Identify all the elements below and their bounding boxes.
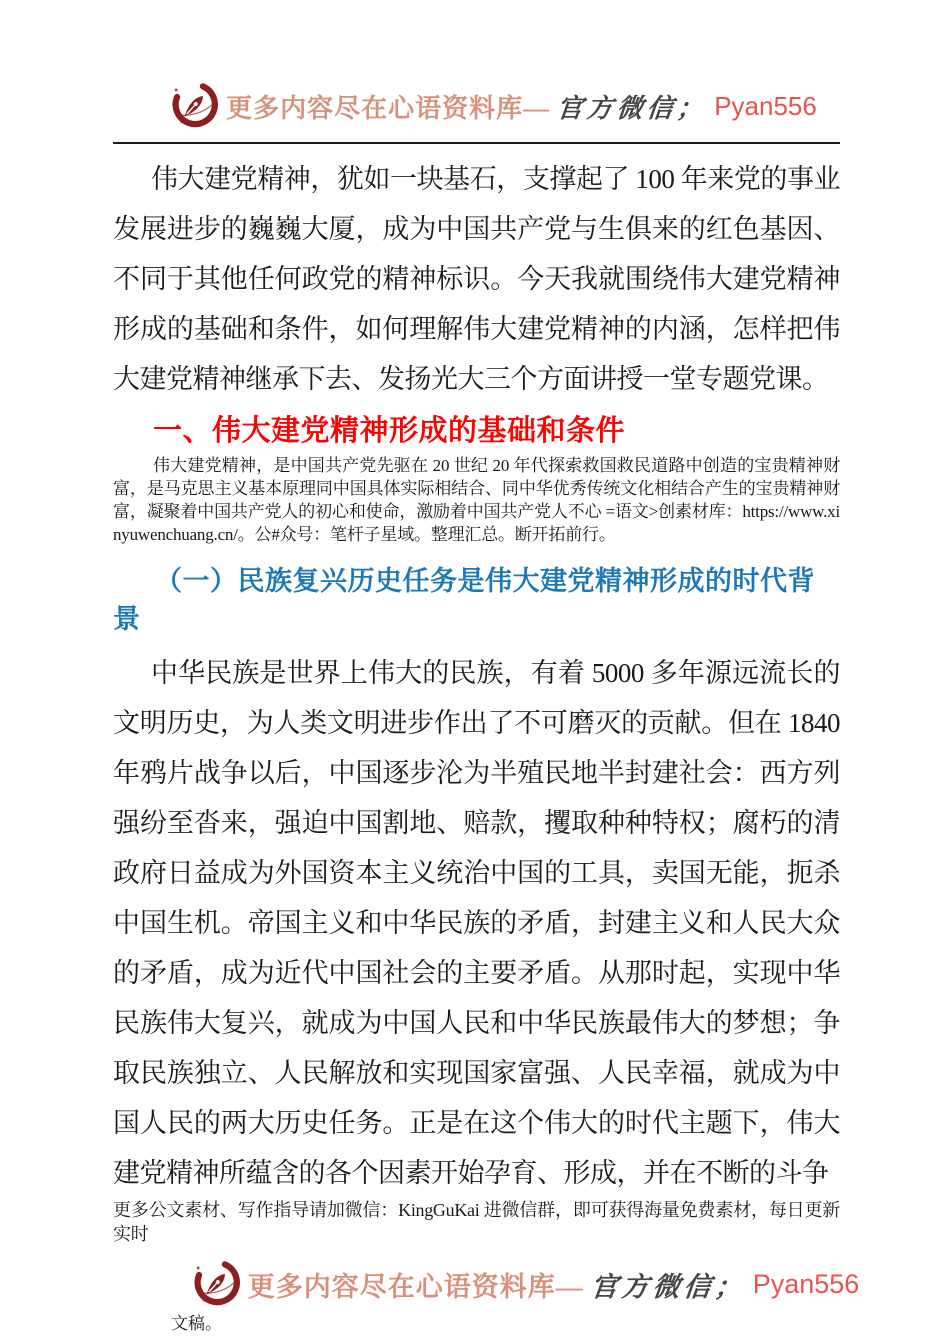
subsection-heading-1: （一）民族复兴历史任务是伟大建党精神形成的时代背景 <box>113 566 815 634</box>
section-heading-1: 一、伟大建党精神形成的基础和条件 <box>153 415 626 447</box>
footer-promo-note: 更多公文素材、写作指导请加微信：KingGuKai 进微信群，即可获得海量免费素材，每日更新实时 <box>113 1200 840 1244</box>
paragraph-body: 中华民族是世界上伟大的民族，有着 5000 多年源远流长的文明历史，为人类文明进步作出了不可磨灭的贡献。但在 1840 年鸦片战争以后，中国逐步沦为半殖民地半封建社会：西方列强纷至沓来，强迫中国割地、赔款，攫取种种特权；腐朽的清政府日益成为外国资本主义统治中国的工具，卖国无能，扼杀中国生机。帝国主义和中华民族的矛盾，封建主义和人民大众的矛盾，成为近代中国社会的主要矛盾。从那时起，实现中华民族伟大复兴，就成为中国人民和中华民族最伟大的梦想；争取民族独立、人民解放和实现国家富强、人民幸福，就成为中国人民的两大历史任务。正是在这个伟大的时代主题下，伟大建党精神所蕴含的各个因素开始孕育、形成，并在不断的斗争 <box>113 658 840 1188</box>
document-body <box>0 154 950 1246</box>
banner-wechat-label: 官方微信； <box>555 93 709 123</box>
pen-seal-icon <box>191 1258 241 1310</box>
footer-note-continuation: 文稿。 <box>171 1314 222 1333</box>
banner-wechat-label: 官方微信； <box>588 1271 748 1302</box>
header-divider <box>113 142 840 144</box>
banner-promo-text: 更多内容尽在心语资料库— <box>226 93 551 123</box>
banner-wechat-id: Pyan556 <box>752 1268 860 1299</box>
banner-wechat-id: Pyan556 <box>714 90 817 121</box>
paragraph-note: 伟大建党精神，是中国共产党先驱在 20 世纪 20 年代探索救国救民道路中创造的宝贵精神财富，是马克思主义基本原理同中国具体实际相结合、同中华优秀传统文化相结合产生的宝贵精神财富，凝聚着中国共产党人的初心和使命，激励着中国共产党人不心 =语文>创素材库：https://www.xinyuwenchuang.cn/。公#众号：笔杆子星域。整理汇总。断开拓前行。 <box>113 456 840 544</box>
paragraph-intro: 伟大建党精神，犹如一块基石，支撑起了 100 年来党的事业发展进步的巍巍大厦，成为中国共产党与生俱来的红色基因、不同于其他任何政党的精神标识。今天我就围绕伟大建党精神形成的基础和条件，如何理解伟大建党精神的内涵，怎样把伟大建党精神继承下去、发扬光大三个方面讲授一堂专题党课。 <box>113 164 840 394</box>
banner-promo-text: 更多内容尽在心语资料库— <box>247 1271 584 1302</box>
header-banner <box>18 78 950 134</box>
footer-banner <box>50 1258 950 1310</box>
pen-seal-icon <box>169 80 219 132</box>
